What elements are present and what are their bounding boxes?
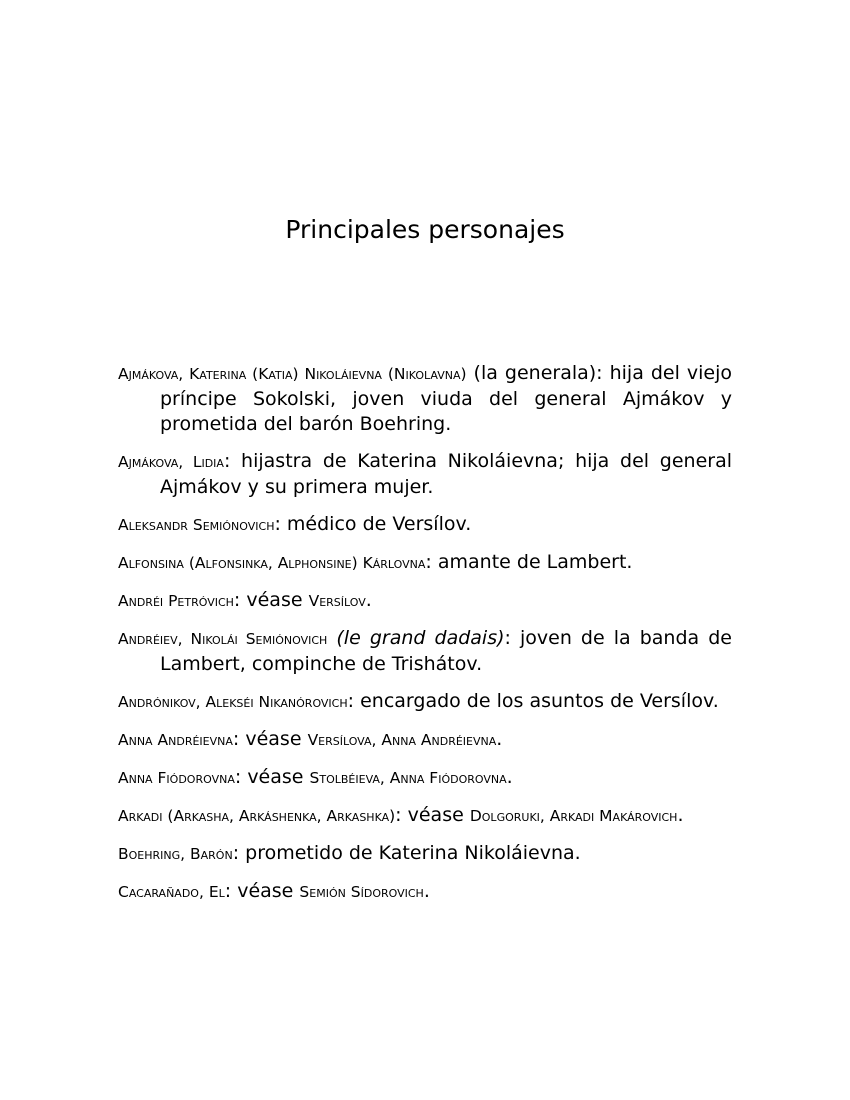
- character-entry: [118, 689, 732, 715]
- separator: :: [234, 766, 248, 788]
- nickname: (le grand dadais): [327, 627, 505, 649]
- character-entry: [118, 361, 732, 437]
- character-name: Ajmákova, Lidia: [118, 453, 224, 471]
- entry-end: .: [365, 589, 372, 611]
- see-label: véase: [247, 766, 310, 788]
- character-name: Andréiev, Nikolái Semiónovich: [118, 630, 328, 648]
- character-name: Cacarañado, El: [118, 883, 225, 901]
- cross-reference: Versílov: [308, 592, 366, 610]
- cross-reference: Stolbéieva, Anna Fiódorovna: [309, 769, 507, 787]
- character-description: (la generala): hija del viejo príncipe Sokolski, joven viuda del general Ajmákov y prometida del barón Boehring.: [160, 362, 732, 435]
- character-name: Boehring, Barón: [118, 845, 233, 863]
- entry-end: .: [496, 728, 503, 750]
- character-entry: [118, 765, 732, 791]
- character-description: : hijastra de Katerina Nikoláievna; hija del general Ajmákov y su primera mujer.: [160, 450, 732, 498]
- character-entry: [118, 841, 732, 867]
- entry-end: .: [677, 804, 684, 826]
- character-entry: [118, 803, 732, 829]
- character-entry: [118, 879, 732, 905]
- entry-end: .: [506, 766, 513, 788]
- cross-reference: Dolgoruki, Arkadi Makárovich: [469, 807, 678, 825]
- see-label: véase: [237, 880, 300, 902]
- character-entry: [118, 449, 732, 500]
- character-name: Anna Fiódorovna: [118, 769, 235, 787]
- separator: :: [233, 589, 247, 611]
- character-name: Ajmákova, Katerina (Katia) Nikoláievna (Nikolavna): [118, 365, 467, 383]
- character-name: Arkadi (Arkasha, Arkáshenka, Arkashka): [118, 807, 396, 825]
- character-description: : encargado de los asuntos de Versílov.: [347, 690, 719, 712]
- character-description: : prometido de Katerina Nikoláievna.: [232, 842, 581, 864]
- separator: :: [232, 728, 246, 750]
- separator: :: [395, 804, 408, 826]
- character-entry: [118, 512, 732, 538]
- character-name: Aleksandr Semiónovich: [118, 516, 275, 534]
- character-description: : médico de Versílov.: [274, 513, 472, 535]
- see-label: véase: [246, 589, 309, 611]
- character-description: : amante de Lambert.: [425, 551, 633, 573]
- see-label: véase: [407, 804, 470, 826]
- character-entry: [118, 588, 732, 614]
- cross-reference: Semión Sídorovich: [299, 883, 424, 901]
- character-name: Andrónikov, Alekséi Nikanórovich: [118, 693, 348, 711]
- character-list: [118, 361, 732, 917]
- character-entry: [118, 727, 732, 753]
- character-entry: [118, 550, 732, 576]
- character-description: : joven de la banda de Lambert, compinche de Trishátov.: [160, 627, 732, 675]
- character-entry: [118, 626, 732, 677]
- page-title: Principales personajes: [285, 215, 565, 244]
- see-label: véase: [245, 728, 308, 750]
- entry-end: .: [423, 880, 430, 902]
- cross-reference: Versílova, Anna Andréievna: [307, 731, 497, 749]
- character-name: Andréi Petróvich: [118, 592, 234, 610]
- character-name: Anna Andréievna: [118, 731, 233, 749]
- character-name: Alfonsina (Alfonsinka, Alphonsine) Kárlovna: [118, 554, 426, 572]
- separator: :: [224, 880, 238, 902]
